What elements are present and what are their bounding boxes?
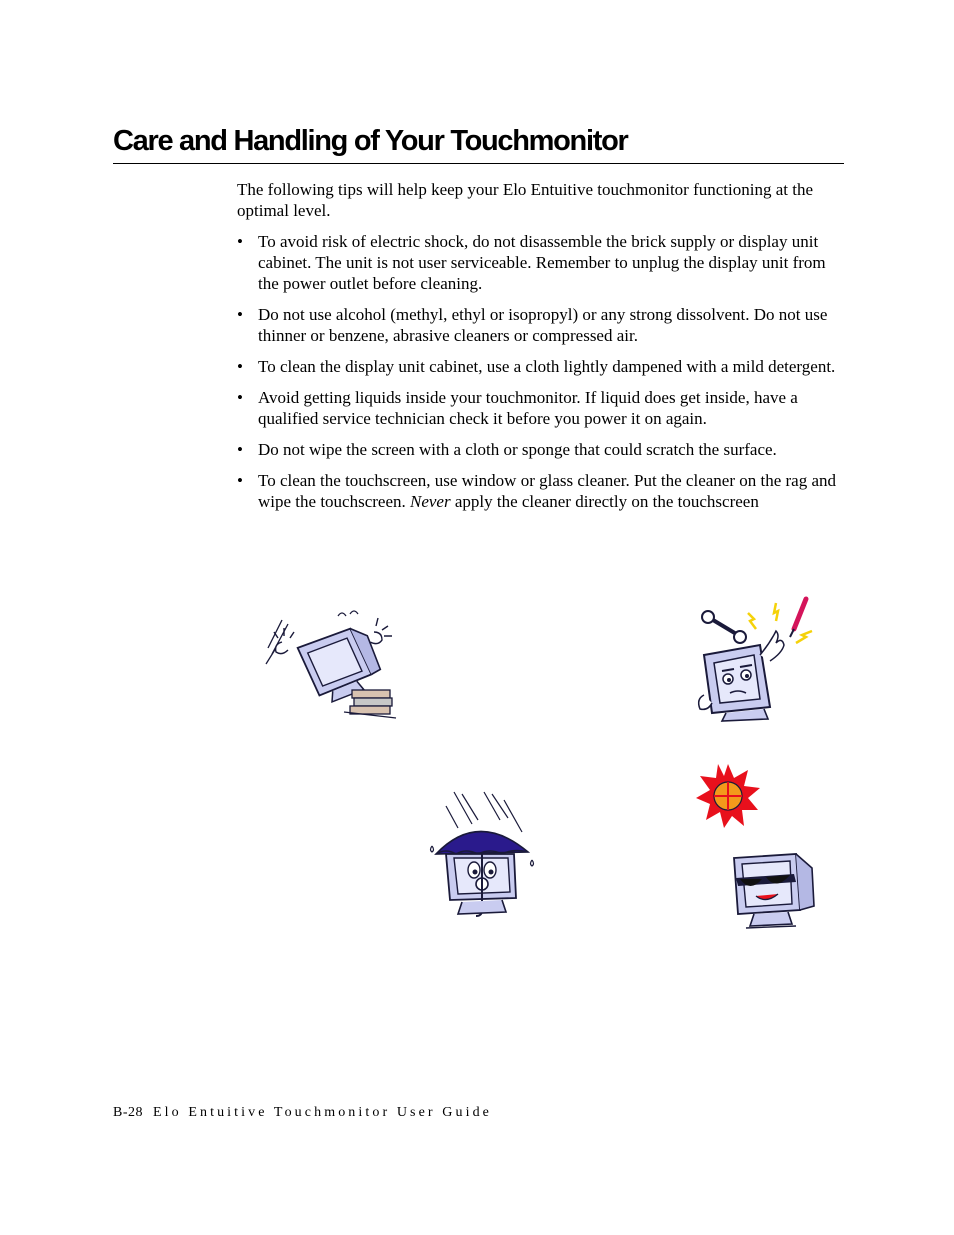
bullet-icon: • bbox=[237, 305, 243, 324]
sun-icon bbox=[694, 762, 762, 830]
monitor-falling-over-books-icon bbox=[262, 608, 402, 723]
list-item bbox=[237, 356, 843, 377]
monitor-under-umbrella-rain-icon bbox=[428, 790, 538, 930]
tip-text: To clean the touchscreen, use window or glass cleaner. Put the cleaner on the rag and wipe the touchscreen. Never apply the cleaner directly on the touchscreen bbox=[258, 471, 837, 511]
page-title: Care and Handling of Your Touchmonitor bbox=[113, 125, 628, 157]
bullet-icon: • bbox=[237, 232, 243, 251]
guide-title: Elo Entuitive Touchmonitor User Guide bbox=[153, 1105, 492, 1120]
list-item bbox=[237, 439, 843, 460]
never-emphasis: Never bbox=[410, 492, 451, 511]
bullet-icon: • bbox=[237, 471, 243, 490]
list-item bbox=[237, 470, 843, 512]
monitor-with-sunglasses-icon bbox=[726, 852, 818, 934]
tip-text: Do not use alcohol (methyl, ethyl or isopropyl) or any strong dissolvent. Do not use thinner or benzene, abrasive cleaners or compressed air. bbox=[258, 305, 828, 345]
list-item bbox=[237, 231, 843, 294]
monitor-with-tools-icon bbox=[690, 595, 820, 730]
tip-text: Avoid getting liquids inside your touchmonitor. If liquid does get inside, have a qualified service technician check it before you power it on again. bbox=[258, 388, 798, 428]
bullet-icon: • bbox=[237, 388, 243, 407]
title-rule bbox=[113, 163, 844, 164]
page-number: B-28 bbox=[113, 1105, 143, 1120]
tips-list bbox=[237, 231, 843, 512]
list-item bbox=[237, 387, 843, 429]
tip-text: To avoid risk of electric shock, do not disassemble the brick supply or display unit cabinet. The unit is not user serviceable. Remember to unplug the display unit from the power outlet before cleaning. bbox=[258, 232, 826, 293]
bullet-icon: • bbox=[237, 440, 243, 459]
tip-text: Do not wipe the screen with a cloth or sponge that could scratch the surface. bbox=[258, 440, 777, 459]
tip-text: To clean the display unit cabinet, use a cloth lightly dampened with a mild detergent. bbox=[258, 357, 836, 376]
bullet-icon: • bbox=[237, 357, 243, 376]
intro-paragraph: The following tips will help keep your Elo Entuitive touchmonitor functioning at the optimal level. bbox=[237, 180, 814, 220]
page-footer bbox=[113, 1105, 492, 1121]
body-text bbox=[237, 179, 843, 522]
list-item bbox=[237, 304, 843, 346]
